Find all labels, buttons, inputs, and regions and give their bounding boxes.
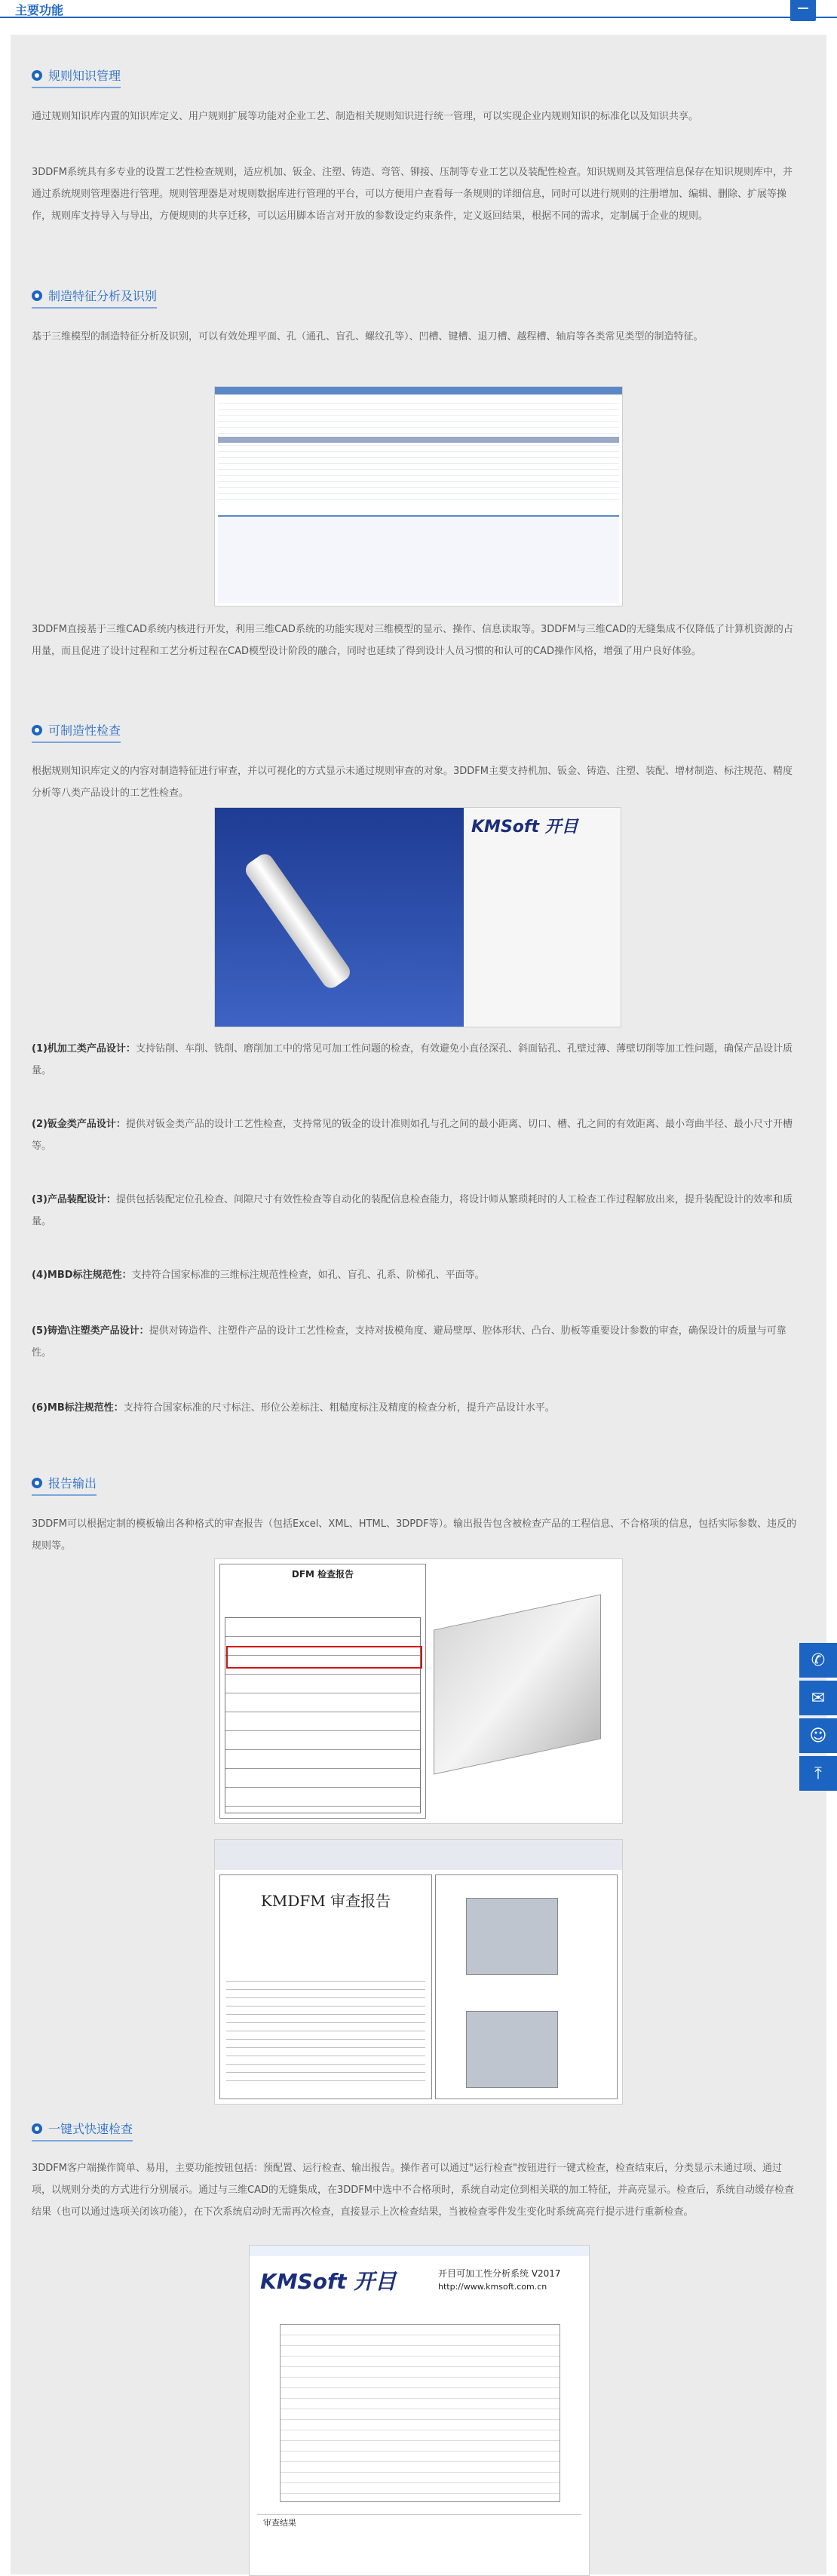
review-label: 审查结果 xyxy=(263,2518,296,2528)
menu-icon xyxy=(798,8,808,9)
section-paragraph: 3DDFM直接基于三维CAD系统内核进行开发，利用三维CAD系统的功能实现对三维模型的显示、操作、信息读取等。3DDFM与三维CAD的无缝集成不仅降低了计算机资源的占用量，而且促进了设计过程和工艺分析过程在CAD模型设计阶段的融合，同时也延续了得到设计人员习惯的和认可的CAD操作风格，增强了用户良好体验。 xyxy=(32,624,793,657)
section-paragraph: 根据规则知识库定义的内容对制造特征进行审查，并以可视化的方式显示未通过规则审查的对象。3DDFM主要支持机加、钣金、铸造、注塑、装配、增材制造、标注规范、精度分析等八类产品设计的工艺性检查。 xyxy=(32,766,793,799)
check-item: (5)铸造\注塑类产品设计：提供对铸造件、注塑件产品的设计工艺性检查，支持对拔模角度、避局壁厚、腔体形状、凸台、肋板等重要设计参数的审查，确保设计的质量与可靠性。 xyxy=(32,1325,786,1359)
check-item: (1)机加工类产品设计：支持钻削、车削、铣削、磨削加工中的常见可加工性问题的检查，有效避免小直径深孔、斜面钻孔、孔壁过薄、薄壁切削等加工性问题，确保产品设计质量。 xyxy=(32,1043,793,1076)
dfm-report-screenshot xyxy=(214,1558,623,1824)
section-title-feature: 制造特征分析及识别 xyxy=(32,287,157,309)
section-paragraph: 通过规则知识库内置的知识库定义、用户规则扩展等功能对企业工艺、制造相关规则知识进行统一管理，可以实现企业内规则知识的标准化以及知识共享。 xyxy=(32,111,699,122)
section-title-report: 报告输出 xyxy=(32,1474,97,1496)
check-item: (3)产品装配设计：提供包括装配定位孔检查、间隙尺寸有效性检查等自动化的装配信息检查能力，将设计师从繁琐耗时的人工检查工作过程解放出来，提升装配设计的效率和质量。 xyxy=(32,1194,793,1227)
section-paragraph: 基于三维模型的制造特征分析及识别，可以有效处理平面、孔（通孔、盲孔、螺纹孔等）、凹槽、键槽、退刀槽、越程槽、轴肩等各类常见类型的制造特征。 xyxy=(32,331,704,342)
top-bar xyxy=(0,0,837,18)
section-title-dfm-check: 可制造性检查 xyxy=(32,721,121,743)
app-url: http://www.kmsoft.com.cn xyxy=(438,2282,547,2292)
parts-table xyxy=(280,2324,560,2502)
app-name: 开目可加工性分析系统 V2017 xyxy=(438,2268,561,2279)
kmsoft-logo: KMSoft 开目 xyxy=(260,2269,397,2294)
report-title: DFM 检查报告 xyxy=(291,1569,354,1580)
sheet-metal-model xyxy=(434,1594,601,1774)
check-item: (2)钣金类产品设计：提供对钣金类产品的设计工艺性检查，支持常见的钣金的设计准则如孔与孔之间的最小距离、切口、槽、孔之间的有效距离、最小弯曲半径、最小尺寸开槽等。 xyxy=(32,1119,793,1152)
kmdfm-report-screenshot xyxy=(214,1839,623,2105)
quick-check-app-screenshot xyxy=(249,2245,590,2576)
section-title-knowledge: 规则知识管理 xyxy=(32,66,121,88)
check-item: (4)MBD标注规范性：支持符合国家标准的三维标注规范性检查，如孔、盲孔、孔系、阶梯孔、平面等。 xyxy=(32,1270,485,1281)
report-title: KMDFM 审查报告 xyxy=(260,1892,391,1910)
back-to-top-icon: ⤒ xyxy=(814,1764,822,1783)
highlight-row xyxy=(226,1646,422,1669)
kmsoft-logo: KMSoft 开目 xyxy=(471,818,578,837)
qq-icon: ☺ xyxy=(809,1726,827,1745)
bullet-icon xyxy=(32,725,42,735)
bullet-icon xyxy=(32,70,42,81)
section-paragraph: 3DDFM系统具有多专业的设置工艺性检查规则，适应机加、钣金、注塑、铸造、弯管、铆接、压制等专业工艺以及装配性检查。知识规则及其管理信息保存在知识规则库中，并通过系统规则管理器进行管理。规则管理器是对规则数据库进行管理的平台，可以方便用户查看每一条规则的详细信息，同时可以进行规则的注册增加、编辑、删除、扩展等操作，规则库支持导入与导出，方便规则的共享迁移，可以运用脚本语言对开放的参数设定约束条件，定义返回结果，根据不同的需求，定制属于企业的规则。 xyxy=(32,167,793,222)
wechat-icon: ✉ xyxy=(811,1688,826,1708)
bullet-icon xyxy=(32,1478,42,1488)
section-paragraph: 3DDFM可以根据定制的模板输出各种格式的审查报告（包括Excel、XML、HTML、3DPDF等）。输出报告包含被检查产品的工程信息、不合格项的信息，包括实际参数、违反的规则等。 xyxy=(32,1518,797,1552)
menu-button[interactable] xyxy=(790,0,816,21)
page-title: 主要功能 xyxy=(15,3,64,17)
section-paragraph: 3DDFM客户端操作简单、易用，主要功能按钮包括：预配置、运行检查、输出报告。操作者可以通过"运行检查"按钮进行一键式检查，检查结束后，分类显示未通过项、通过项，以规则分类的方式进行分别展示。通过与三维CAD的无缝集成，在3DDFM中选中不合格项时，系统自动定位到相关联的加工特征，并高亮显示。检查后，系统自动缓存检查结果（也可以通过选项关闭该功能），在下次系统启动时无需再次检查，直接显示上次检查结果，当被检查零件发生变化时系统高亮行提示进行重新检查。 xyxy=(32,2163,794,2218)
bullet-icon xyxy=(32,290,42,301)
feature-recognition-screenshot xyxy=(214,386,623,606)
qq-button[interactable] xyxy=(799,1718,837,1753)
bullet-icon xyxy=(32,2123,42,2134)
dfm-check-screenshot xyxy=(214,807,621,1027)
wechat-button[interactable] xyxy=(799,1681,837,1715)
check-item: (6)MB标注规范性：支持符合国家标准的尺寸标注、形位公差标注、粗糙度标注及精度的检查分析，提升产品设计水平。 xyxy=(32,1402,555,1414)
phone-button[interactable] xyxy=(799,1643,837,1678)
phone-icon: ✆ xyxy=(811,1650,826,1670)
back-to-top-button[interactable] xyxy=(799,1756,837,1791)
section-title-quick-check: 一键式快速检查 xyxy=(32,2120,133,2142)
